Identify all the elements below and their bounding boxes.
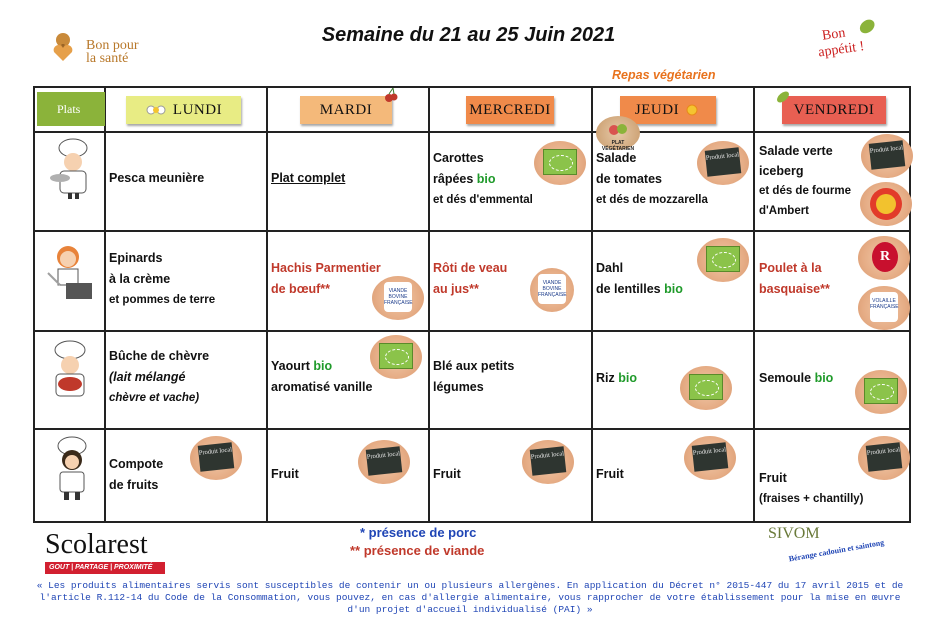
organic-ab-badge	[697, 238, 749, 282]
day-label-jeudi: JEUDI	[634, 101, 680, 118]
dish-line: de fruits	[109, 478, 159, 492]
menu-cell-lundi-fromage	[109, 346, 209, 409]
produit-local-badge	[522, 440, 574, 484]
menu-cell-mardi-fromage	[271, 356, 372, 398]
menu-cell-vendredi-entree	[759, 141, 851, 221]
day-header-mardi	[300, 96, 392, 124]
chef-fish-icon	[48, 138, 98, 200]
dish-line: Hachis Parmentier	[271, 261, 381, 275]
scolarest-tagline: GOUT | PARTAGE | PROXIMITÉ	[45, 562, 165, 574]
dish-line: Compote	[109, 457, 164, 471]
bio-label: bio	[618, 371, 637, 385]
ab-logo-icon	[689, 374, 723, 400]
dish-line: Pesca meunière	[109, 171, 205, 185]
produit-local-text: Produit local	[198, 442, 235, 471]
bio-label: bio	[476, 172, 496, 186]
menu-cell-lundi-plat	[109, 248, 215, 311]
flower-icon	[145, 102, 167, 118]
chef-girl-pot-icon	[42, 243, 98, 303]
dish-line: d'Ambert	[759, 205, 810, 217]
dish-line: à la crème	[109, 272, 171, 286]
chef-girl-icon	[46, 436, 98, 502]
dish-line: Salade verte	[759, 144, 833, 158]
day-label-vendredi: VENDREDI	[793, 101, 875, 118]
dish-line: Rôti de veau	[433, 261, 508, 275]
dish-line: Dahl	[596, 261, 624, 275]
organic-ab-badge	[370, 335, 422, 379]
scolarest-brand: Scolarest	[45, 529, 148, 560]
vegetables-icon	[608, 120, 628, 138]
column-divider	[266, 86, 268, 523]
day-header-lundi	[126, 96, 241, 124]
produit-local-badge	[358, 440, 410, 484]
dish-line	[596, 368, 637, 389]
legend-pork: * présence de porc	[360, 525, 477, 540]
menu-cell-jeudi-plat	[596, 258, 683, 300]
label-rouge-icon: R	[872, 242, 898, 272]
volaille-logo-icon: VOLAILLE FRANÇAISE	[870, 292, 898, 322]
vbf-logo-icon: VIANDE BOVINE FRANÇAISE	[384, 282, 412, 312]
dish-line: Fruit	[759, 471, 787, 485]
produit-local-badge	[190, 436, 242, 480]
column-divider	[104, 86, 106, 523]
sivom-name: SIVOM	[768, 525, 820, 542]
ab-logo-icon	[864, 378, 898, 404]
dish-line: Fruit	[596, 467, 624, 481]
viande-bovine-francaise-badge	[530, 268, 574, 312]
dish-line: légumes	[433, 380, 484, 394]
dish-line: chèvre et vache)	[109, 392, 200, 404]
produit-local-text: Produit local	[692, 442, 729, 471]
dish-line: et dés de fourme	[759, 185, 852, 197]
dish-line	[759, 368, 833, 389]
vbf-logo-icon: VIANDE BOVINE FRANÇAISE	[538, 274, 566, 304]
menu-cell-jeudi-fromage	[596, 368, 637, 389]
column-divider	[591, 86, 593, 523]
menu-cell-mercredi-fromage	[433, 356, 514, 398]
dish-line: (fraises + chantilly)	[759, 493, 864, 505]
dish-line: (lait mélangé	[109, 370, 186, 384]
dish-line: Salade	[596, 151, 637, 165]
menu-cell-mercredi-plat	[433, 258, 507, 300]
day-header-vendredi	[782, 96, 886, 124]
dish-line	[596, 279, 683, 300]
produit-local-text: Produit local	[705, 147, 742, 176]
organic-ab-badge	[855, 370, 907, 414]
leaf-icon	[774, 88, 792, 106]
menu-cell-mardi-dessert	[271, 464, 299, 485]
organic-ab-badge	[680, 366, 732, 410]
logo-left-line1: Bon pour	[86, 38, 139, 53]
menu-cell-mardi-entree	[271, 168, 345, 189]
viande-bovine-francaise-badge	[372, 276, 424, 320]
dish-line: aromatisé vanille	[271, 380, 373, 394]
menu-cell-lundi-dessert	[109, 454, 163, 496]
bon-appetit-line2: appétit !	[817, 39, 866, 61]
dish-line: Carottes	[433, 151, 484, 165]
dish-line: de tomates	[596, 172, 662, 186]
menu-cell-mardi-plat	[271, 258, 381, 300]
produit-local-badge	[861, 134, 913, 178]
day-label-mercredi: MERCREDI	[469, 101, 551, 118]
produit-local-badge	[697, 141, 749, 185]
dish-line: iceberg	[759, 164, 804, 178]
dish-line: basquaise**	[759, 282, 830, 296]
vegetarian-badge-text: PLAT VÉGÉTARIEN	[601, 140, 635, 152]
produit-local-text: Produit local	[869, 140, 906, 169]
vegetarian-badge	[596, 116, 640, 150]
dish-line: et pommes de terre	[109, 294, 216, 306]
bio-label: bio	[664, 282, 683, 296]
dish-line: Fruit	[433, 467, 461, 481]
row-divider	[33, 428, 911, 430]
menu-cell-vendredi-plat	[759, 258, 830, 300]
dish-text: râpées	[433, 172, 477, 186]
bon-appetit-line1: Bon	[821, 25, 847, 44]
ab-logo-icon	[706, 246, 740, 272]
chef-cheese-icon	[42, 340, 98, 402]
dish-line: Plat complet	[271, 171, 346, 185]
label-rouge-badge	[858, 236, 910, 280]
sivom-logo	[768, 525, 918, 564]
ab-logo-icon	[543, 149, 577, 175]
dish-text: Riz	[596, 371, 619, 385]
column-divider	[753, 86, 755, 523]
produit-local-text: Produit local	[366, 446, 403, 475]
volaille-francaise-badge	[858, 286, 910, 330]
aop-badge	[860, 182, 912, 226]
ab-logo-icon	[379, 343, 413, 369]
bio-label: bio	[313, 359, 333, 373]
produit-local-badge	[684, 436, 736, 480]
sun-icon	[683, 101, 701, 119]
dish-line: Blé aux petits	[433, 359, 515, 373]
menu-cell-vendredi-dessert	[759, 468, 864, 510]
aop-seal-icon	[870, 188, 902, 220]
day-header-mercredi	[466, 96, 554, 124]
bio-label: bio	[814, 371, 834, 385]
day-label-lundi: LUNDI	[172, 101, 223, 118]
produit-local-text: Produit local	[530, 446, 567, 475]
menu-cell-vendredi-fromage	[759, 368, 833, 389]
legend-meat: ** présence de viande	[350, 543, 485, 558]
menu-cell-jeudi-dessert	[596, 464, 624, 485]
allergen-disclaimer: « Les produits alimentaires servis sont susceptibles de contenir un ou plusieurs allergènes. En application du Décret n° 2015-447 du 17 avril 2015 et de l'article R.112-14 du Code de la Consommation, vous pouvez, en cas d'allergie alimentaire, vous rapprocher de votre établissement pour la mise en œuvre d'un projet d'accueil individualisé (PAI) »	[36, 580, 904, 615]
plats-header: Plats	[37, 92, 105, 126]
dish-line: et dés de mozzarella	[596, 194, 708, 206]
menu-cell-mercredi-entree	[433, 148, 533, 211]
column-divider	[428, 86, 430, 523]
menu-cell-jeudi-entree	[596, 148, 708, 211]
dish-line	[433, 169, 533, 190]
day-label-mardi: MARDI	[319, 101, 373, 118]
row-divider	[33, 131, 911, 133]
dish-line: Epinards	[109, 251, 163, 265]
row-divider	[33, 330, 911, 332]
sivom-subtitle: Bérange cadouin et saintong	[788, 537, 885, 564]
logo-left-line2: la santé	[86, 51, 129, 66]
menu-cell-mercredi-dessert	[433, 464, 461, 485]
vegetarian-meal-label: Repas végétarien	[612, 68, 716, 82]
produit-local-badge	[858, 436, 910, 480]
dish-line: au jus**	[433, 282, 479, 296]
dish-text: de lentilles	[596, 282, 665, 296]
menu-cell-lundi-entree	[109, 168, 204, 189]
leaf-icon	[856, 15, 879, 38]
scolarest-logo	[45, 530, 175, 574]
dish-line	[271, 356, 372, 377]
dish-text: Semoule	[759, 371, 815, 385]
dish-line: Bûche de chèvre	[109, 349, 210, 363]
dish-text: Yaourt	[271, 359, 314, 373]
row-divider	[33, 230, 911, 232]
dish-line: de bœuf**	[271, 282, 331, 296]
dish-line: Fruit	[271, 467, 299, 481]
organic-ab-badge	[534, 141, 586, 185]
dish-line: et dés d'emmental	[433, 194, 533, 206]
produit-local-text: Produit local	[866, 442, 903, 471]
page-title: Semaine du 21 au 25 Juin 2021	[321, 24, 616, 46]
dish-line: Poulet à la	[759, 261, 822, 275]
day-header-jeudi	[620, 96, 716, 124]
cherry-icon	[384, 88, 398, 102]
